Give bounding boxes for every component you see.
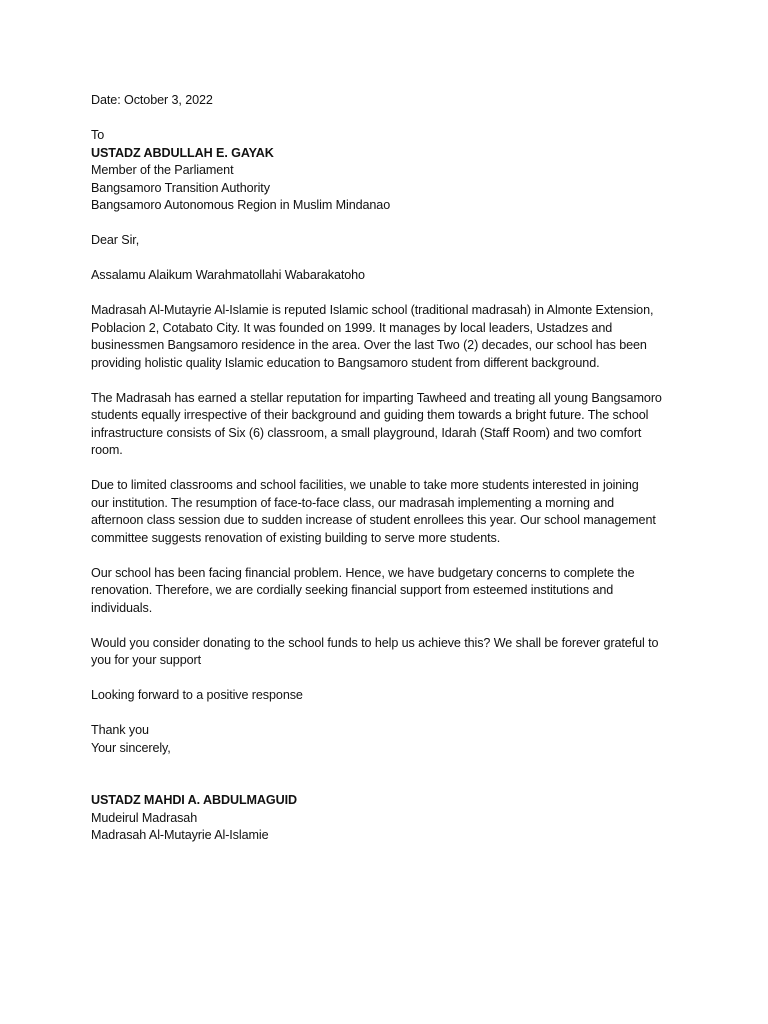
- paragraph-line: businessmen Bangsamoro residence in the area. Over the last Two (2) decades, our school has been: [91, 338, 647, 352]
- letter-date: Date: October 3, 2022: [91, 93, 213, 107]
- recipient-line: Bangsamoro Transition Authority: [91, 180, 270, 195]
- sender-title: Mudeirul Madrasah: [91, 810, 198, 825]
- paragraph-line: individuals.: [91, 600, 153, 615]
- paragraph-line: Looking forward to a positive response: [91, 688, 303, 702]
- spacer: [91, 285, 681, 303]
- sender-organization: Madrasah Al-Mutayrie Al-Islamie: [91, 828, 269, 842]
- greeting: Assalamu Alaikum Warahmatollahi Wabarakatoho: [91, 268, 365, 282]
- closing-line: Thank you: [91, 723, 149, 737]
- paragraph-line: The Madrasah has earned a stellar reputation for imparting Tawheed and treating all young Bangsamoro: [91, 390, 662, 405]
- recipient-name: USTADZ ABDULLAH E. GAYAK: [91, 145, 274, 160]
- paragraph-line: infrastructure consists of Six (6) classroom, a small playground, Idarah (Staff Room) and two comfort: [91, 425, 642, 440]
- paragraph-line: our institution. The resumption of face-to-face class, our madrasah implementing a morning and: [91, 495, 615, 510]
- spacer: [91, 110, 681, 128]
- paragraph-line: Due to limited classrooms and school facilities, we unable to take more students interested in joining: [91, 478, 639, 492]
- paragraph-line: Would you consider donating to the school funds to help us achieve this? We shall be forever grateful to: [91, 635, 659, 650]
- closing-line: Your sincerely,: [91, 740, 171, 755]
- to-label: To: [91, 128, 105, 142]
- body-paragraph: [91, 390, 681, 460]
- body-paragraph: [91, 635, 681, 670]
- recipient-line: Member of the Parliament: [91, 163, 234, 177]
- body-paragraph: [91, 302, 681, 372]
- paragraph-line: committee suggests renovation of existing building to serve more students.: [91, 530, 501, 545]
- spacer: [91, 215, 681, 233]
- closing-block: [91, 722, 681, 757]
- salutation: Dear Sir,: [91, 233, 140, 247]
- paragraph-line: renovation. Therefore, we are cordially seeking financial support from esteemed institutions and: [91, 583, 614, 597]
- sender-name: USTADZ MAHDI A. ABDULMAGUID: [91, 793, 298, 807]
- sender-block: [91, 792, 681, 845]
- paragraph-line: Poblacion 2, Cotabato City. It was founded on 1999. It manages by local leaders, Ustadzes and: [91, 320, 613, 335]
- recipient-block: [91, 127, 681, 215]
- recipient-line: Bangsamoro Autonomous Region in Muslim Mindanao: [91, 198, 391, 212]
- paragraph-line: Madrasah Al-Mutayrie Al-Islamie is reputed Islamic school (traditional madrasah) in Almonte Extension,: [91, 303, 654, 317]
- paragraph-line: afternoon class session due to sudden increase of student enrollees this year. Our school management: [91, 513, 656, 527]
- paragraph-line: providing holistic quality Islamic education to Bangsamoro student from different background.: [91, 355, 600, 370]
- signature-space: [91, 757, 681, 792]
- paragraph-line: students equally irrespective of their background and guiding them towards a bright future. The school: [91, 408, 649, 422]
- paragraph-line: you for your support: [91, 653, 202, 667]
- paragraph-line: Our school has been facing financial problem. Hence, we have budgetary concerns to complete the: [91, 565, 635, 580]
- paragraph-line: room.: [91, 443, 123, 457]
- spacer: [91, 250, 681, 268]
- body-paragraph: [91, 477, 681, 547]
- body-paragraph: [91, 687, 681, 705]
- letter-content: [91, 92, 681, 845]
- body-paragraph: [91, 565, 681, 618]
